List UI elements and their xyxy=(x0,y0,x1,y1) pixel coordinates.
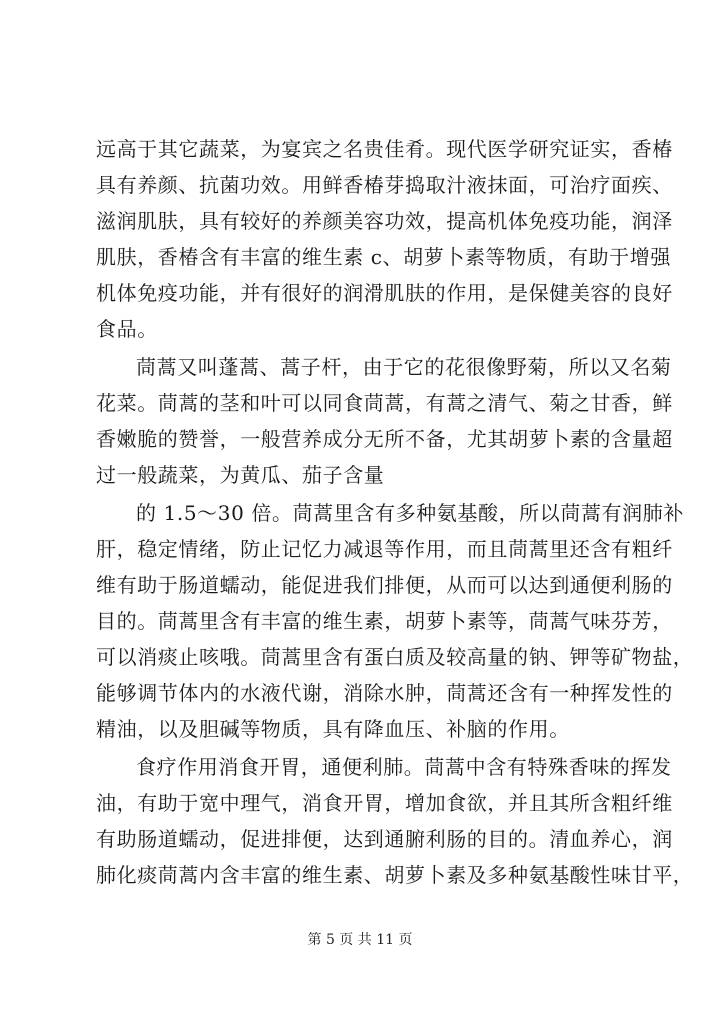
text-line: 有助肠道蠕动，促进排便，达到通腑利肠的目的。清血养心，润 xyxy=(96,827,673,851)
text-line: 维有助于肠道蠕动，能促进我们排便，从而可以达到通便利肠的 xyxy=(96,573,673,597)
text-line: 可以消痰止咳哦。茼蒿里含有蛋白质及较高量的钠、钾等矿物盐， xyxy=(96,645,694,669)
text-line: 肺化痰茼蒿内含丰富的维生素、胡萝卜素及多种氨基酸性味甘平， xyxy=(96,863,694,887)
text-line: 肌肤，香椿含有丰富的维生素 c、胡萝卜素等物质，有助于增强 xyxy=(96,245,671,269)
text-line: 花菜。茼蒿的茎和叶可以同食茼蒿，有蒿之清气、菊之甘香，鲜 xyxy=(96,391,673,415)
page-number-footer: 第 5 页 共 11 页 xyxy=(307,932,413,948)
text-line: 精油，以及胆碱等物质，具有降血压、补脑的作用。 xyxy=(96,717,570,741)
text-line: 目的。茼蒿里含有丰富的维生素，胡萝卜素等，茼蒿气味芬芳， xyxy=(96,609,673,633)
text-line: 肝，稳定情绪，防止记忆力减退等作用，而且茼蒿里还含有粗纤 xyxy=(96,537,673,561)
text-line: 过一般蔬菜，为黄瓜、茄子含量 xyxy=(96,463,385,487)
text-line: 的 1.5～30 倍。茼蒿里含有多种氨基酸，所以茼蒿有润肺补 xyxy=(136,501,684,525)
text-line: 茼蒿又叫蓬蒿、蒿子杆，由于它的花很像野菊，所以又名菊 xyxy=(136,355,672,379)
text-line: 食疗作用消食开胃，通便利肺。茼蒿中含有特殊香味的挥发 xyxy=(136,755,672,779)
text-line: 远高于其它蔬菜，为宴宾之名贵佳肴。现代医学研究证实，香椿 xyxy=(96,137,673,161)
text-line: 香嫩脆的赞誉，一般营养成分无所不备，尤其胡萝卜素的含量超 xyxy=(96,427,673,451)
text-line: 具有养颜、抗菌功效。用鲜香椿芽捣取汁液抹面，可治疗面疾、 xyxy=(96,173,673,197)
text-line: 能够调节体内的水液代谢，消除水肿，茼蒿还含有一种挥发性的 xyxy=(96,681,673,705)
text-line: 油，有助于宽中理气，消食开胃，增加食欲，并且其所含粗纤维 xyxy=(96,791,673,815)
text-line: 滋润肌肤，具有较好的养颜美容功效，提高机体免疫功能，润泽 xyxy=(96,209,673,233)
text-line: 机体免疫功能，并有很好的润滑肌肤的作用，是保健美容的良好 xyxy=(96,281,673,305)
text-line: 食品。 xyxy=(96,317,158,341)
